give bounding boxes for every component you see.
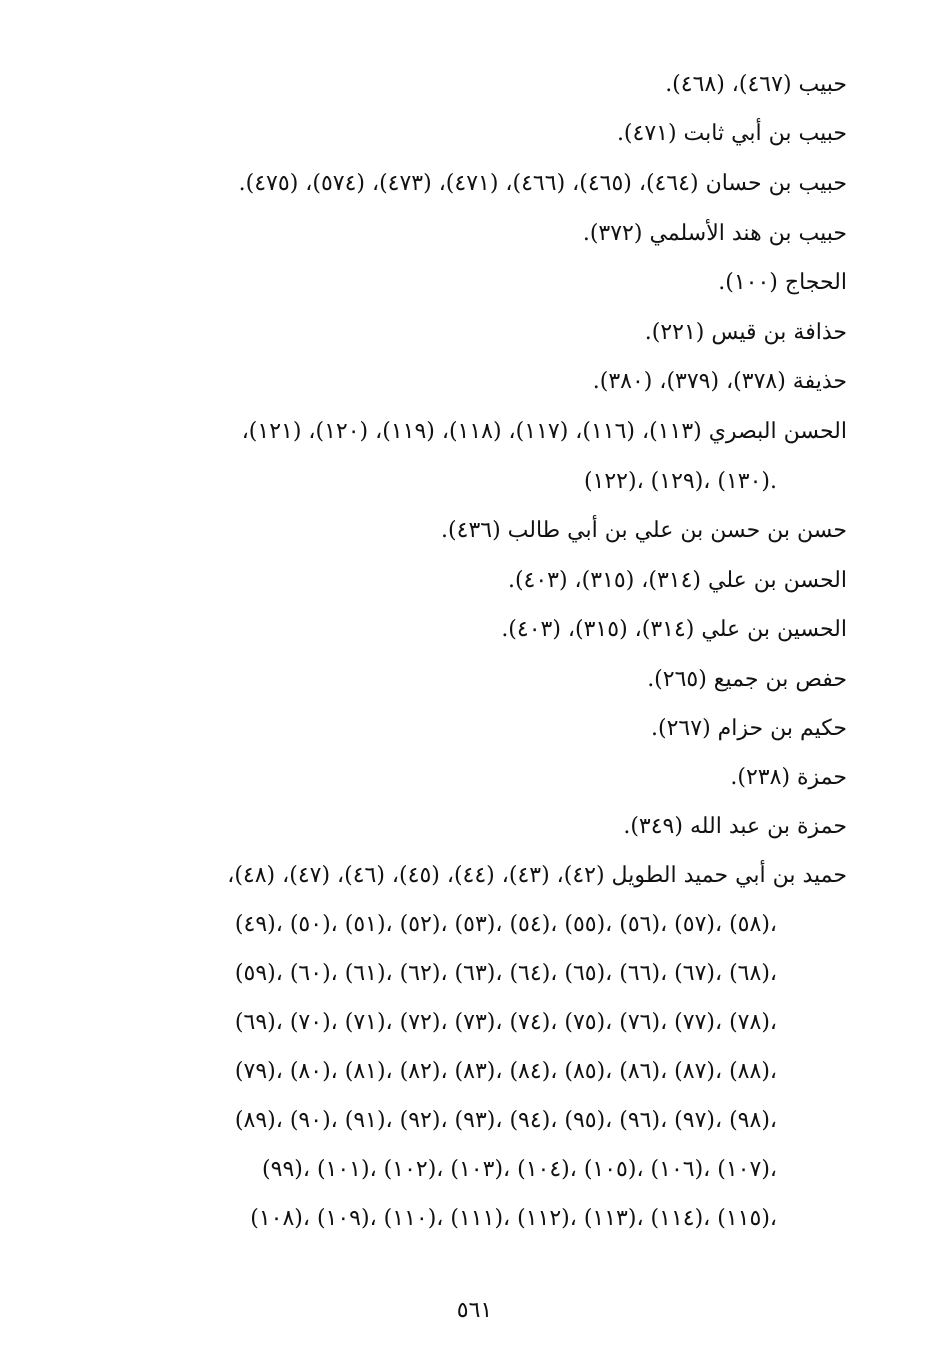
index-entry-habib: حبيب (٤٦٧)، (٤٦٨). [665, 72, 847, 97]
index-entry-al-hasan-bin-ali: الحسن بن علي (٣١٤)، (٣١٥)، (٤٠٣). [507, 568, 847, 593]
index-entry-al-husayn-bin-ali: الحسين بن علي (٣١٤)، (٣١٥)، (٤٠٣). [501, 617, 847, 642]
index-entry-continuation: (٨٩)، (٩٠)، (٩١)، (٩٢)، (٩٣)، (٩٤)، (٩٥)، (٩٦)، (٩٧)، (٩٨)، [234, 1108, 777, 1133]
index-entry-hamza: حمزة (٢٣٨). [730, 765, 847, 790]
index-entry-continuation: (٧٩)، (٨٠)، (٨١)، (٨٢)، (٨٣)، (٨٤)، (٨٥)، (٨٦)، (٨٧)، (٨٨)، [234, 1059, 777, 1084]
index-entry-continuation: (٩٩)، (١٠١)، (١٠٢)، (١٠٣)، (١٠٤)، (١٠٥)، (١٠٦)، (١٠٧)، [262, 1157, 777, 1182]
page-number: ٥٦١ [456, 1298, 493, 1323]
index-entry-hamza-bin-abdullah: حمزة بن عبد الله (٣٤٩). [623, 814, 847, 839]
index-entry-al-hajjaj: الحجاج (١٠٠). [718, 270, 847, 295]
index-entry-al-hasan-al-basri: الحسن البصري (١١٣)، (١١٦)، (١١٧)، (١١٨)، (١١٩)، (١٢٠)، (١٢١)، [241, 419, 847, 444]
index-entry-continuation: (١٢٢)، (١٢٩)، (١٣٠). [583, 469, 777, 494]
index-entry-hudhayfa: حذيفة (٣٧٨)، (٣٧٩)، (٣٨٠). [592, 369, 847, 394]
index-entry-hudhafa: حذافة بن قيس (٢٢١). [644, 320, 847, 345]
index-entry-hakim-bin-hizam: حكيم بن حزام (٢٦٧). [651, 716, 847, 741]
index-entry-continuation: (٤٩)، (٥٠)، (٥١)، (٥٢)، (٥٣)، (٥٤)، (٥٥)، (٥٦)، (٥٧)، (٥٨)، [234, 912, 777, 937]
index-entry-hasan-bin-hasan: حسن بن حسن بن علي بن أبي طالب (٤٣٦). [441, 518, 847, 543]
index-entry-continuation: (١٠٨)، (١٠٩)، (١١٠)، (١١١)، (١١٢)، (١١٣)، (١١٤)، (١١٥)، [250, 1206, 777, 1231]
index-entry-continuation: (٦٩)، (٧٠)، (٧١)، (٧٢)، (٧٣)، (٧٤)، (٧٥)، (٧٦)، (٧٧)، (٧٨)، [234, 1010, 777, 1035]
index-entry-hafs-bin-jumay: حفص بن جميع (٢٦٥). [647, 667, 847, 692]
index-entry-habib-bin-hassan: حبيب بن حسان (٤٦٤)، (٤٦٥)، (٤٦٦)، (٤٧١)، (٤٧٣)، (٥٧٤)، (٤٧٥). [238, 171, 847, 196]
index-entry-habib-bin-abi-thabit: حبيب بن أبي ثابت (٤٧١). [616, 121, 847, 146]
index-entry-continuation: (٥٩)، (٦٠)، (٦١)، (٦٢)، (٦٣)، (٦٤)، (٦٥)، (٦٦)، (٦٧)، (٦٨)، [234, 961, 777, 986]
index-entry-humayd-al-tawil: حميد بن أبي حميد الطويل (٤٢)، (٤٣)، (٤٤)، (٤٥)، (٤٦)، (٤٧)، (٤٨)، [227, 863, 847, 888]
index-entry-habib-bin-hind: حبيب بن هند الأسلمي (٣٧٢). [582, 221, 847, 246]
